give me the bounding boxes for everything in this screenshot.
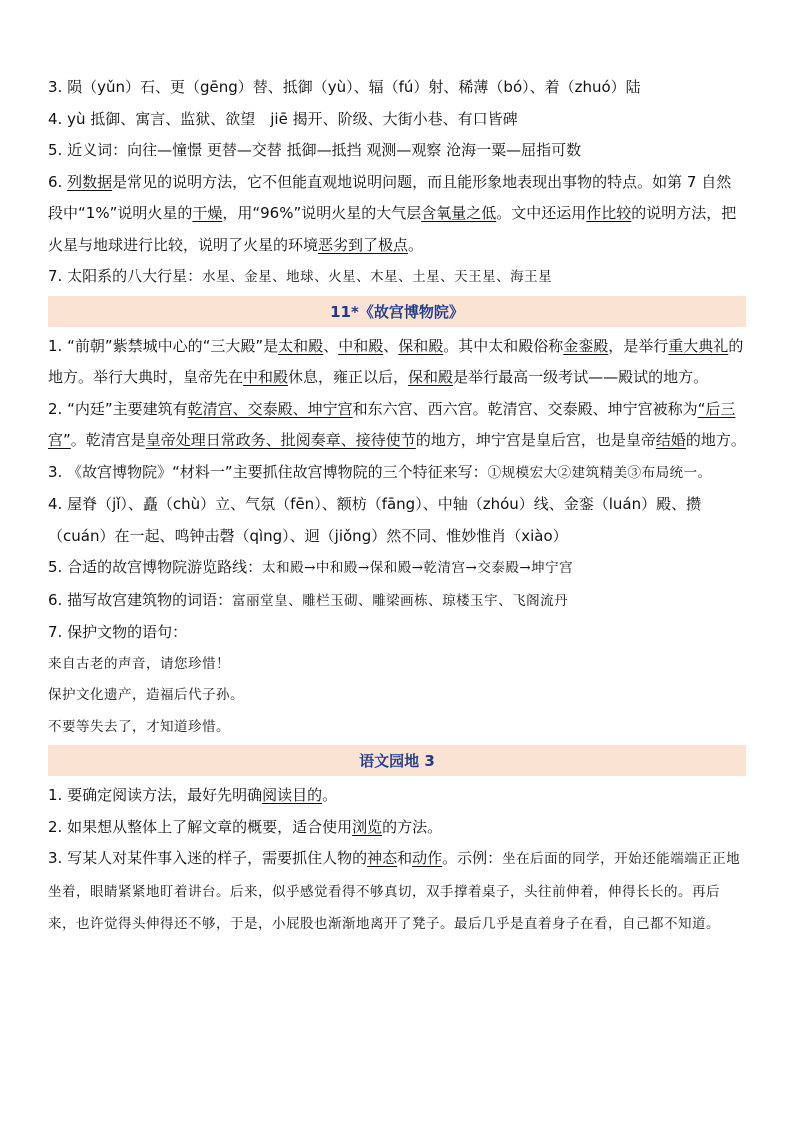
section-title: 语文园地 3 xyxy=(359,752,435,770)
underlined-term: 浏览 xyxy=(352,817,383,836)
example-passage: 坐在后面的同学，开始还能端端正正地坐着，眼睛紧紧地盯着讲台。后来，似乎感觉看得不够真切，双手撑着桌子，头往前伸着，伸得长长的。再后来，也许觉得头伸得还不够，于是，小屁股也渐渐地离开了凳子。最后几乎是直着身子在看，自己都不知道。 xyxy=(48,851,741,932)
item-3-pronunciation: 3. 陨（yǔn）石、更（gēng）替、抵御（yù）、辐（fú）射、稀薄（bó）、着（zhuó）陆 xyxy=(48,78,641,96)
g3-item-3: 3. 写某人对某件事入迷的样子，需要抓住人物的神态和动作。示例：坐在后面的同学，开始还能端端正正地坐着，眼睛紧紧地盯着讲台。后来，似乎感觉看得不够真切，双手撑着桌子，头往前伸着，伸得长长的。再后来，也许觉得头伸得还不够，于是，小屁股也渐渐地离开了凳子。最后几乎是直着身子在看，自己都不知道。 xyxy=(48,849,741,932)
section-header-garden-3 xyxy=(48,745,746,776)
s11-item-2: 2. “内廷”主要建筑有乾清宫、交泰殿、坤宁宫和东六宫、西六宫。乾清宫、交泰殿、坤宁宫被称为“后三宫”。乾清宫是皇帝处理日常政务、批阅奏章、接待使节的地方，坤宁宫是皇后宫，也是皇帝结婚的地方。 xyxy=(48,399,746,449)
s11-item-5: 5. 合适的故宫博物院游览路线：太和殿→中和殿→保和殿→乾清宫→交泰殿→坤宁宫 xyxy=(48,558,574,576)
underlined-term: 乾清宫、交泰殿、坤宁宫 xyxy=(187,399,353,418)
g3-item-2: 2. 如果想从整体上了解文章的概要，适合使用浏览的方法。 xyxy=(48,817,443,836)
underlined-term: 神态 xyxy=(367,849,398,867)
s11-item-3: 3. 《故宫博物院》“材料一”主要抓住故宫博物院的三个特征来写：①规模宏大②建筑精美③布局统一。 xyxy=(48,462,712,481)
slogan-3: 不要等失去了，才知道珍惜。 xyxy=(48,718,230,735)
slogan-1: 来自古老的声音，请您珍惜！ xyxy=(48,655,230,672)
tour-route: 太和殿→中和殿→保和殿→乾清宫→交泰殿→坤宁宫 xyxy=(262,560,574,576)
three-features: ①规模宏大②建筑精美③布局统一。 xyxy=(487,464,712,481)
underlined-term: 含氧量之低 xyxy=(421,204,497,222)
item-5-synonyms: 5. 近义词：向往—憧憬 更替—交替 抵御—抵挡 观测—观察 沧海一粟—屈指可数 xyxy=(48,141,582,159)
item-6-explanation-methods: 6. 列数据是常见的说明方法，它不但能直观地说明问题，而且能形象地表现出事物的特点。如第 7 自然段中“1%”说明火星的干燥，用“96%”说明火星的大气层含氧量之低。文中还运用作比较的说明方法，把火星与地球进行比较，说明了火星的环境恶劣到了极点。 xyxy=(48,172,737,254)
underlined-term: 金銮殿 xyxy=(563,336,609,355)
underlined-term: 动作 xyxy=(412,849,443,867)
underlined-term: 中和殿 xyxy=(338,336,384,355)
s11-item-4: 4. 屋脊（jǐ）、矗（chù）立、气氛（fēn）、额枋（fāng）、中轴（zhóu）线、金銮（luán）殿、攒（cuán）在一起、鸣钟击磬（qìng）、迥（jiǒng）然不同、惟妙惟肖（xiào） xyxy=(48,495,702,545)
g3-item-1: 1. 要确定阅读方法，最好先明确阅读目的。 xyxy=(48,786,338,804)
underlined-term: 列数据 xyxy=(67,172,113,191)
planets-list: 水星、金星、地球、火星、木星、土星、天王星、海王星 xyxy=(202,269,553,285)
item-7-planets: 7. 太阳系的八大行星：水星、金星、地球、火星、木星、土星、天王星、海王星 xyxy=(48,267,553,285)
s11-item-1: 1. “前朝”紫禁城中心的“三大殿”是太和殿、中和殿、保和殿。其中太和殿俗称金銮殿，是举行重大典礼的地方。举行大典时，皇帝先在中和殿休息，雍正以后，保和殿是举行最高一级考试——殿试的地方。 xyxy=(48,336,744,386)
s11-item-6: 6. 描写故宫建筑物的词语：富丽堂皇、雕栏玉砌、雕梁画栋、琼楼玉宇、飞阁流丹 xyxy=(48,590,569,609)
underlined-term: 保和殿 xyxy=(408,368,454,386)
underlined-term: 恶劣到了极点 xyxy=(318,235,409,254)
slogan-2: 保护文化遗产，造福后代子孙。 xyxy=(48,687,244,703)
underlined-term: 阅读目的 xyxy=(262,786,323,804)
underlined-term: “后三宫” xyxy=(48,399,736,449)
section-header-11 xyxy=(48,296,746,327)
underlined-term: 皇帝处理日常政务、批阅奏章、接待使节 xyxy=(145,431,416,449)
document-page xyxy=(48,72,746,941)
underlined-term: 结婚 xyxy=(655,431,686,449)
underlined-term: 中和殿 xyxy=(243,368,289,386)
underlined-term: 保和殿 xyxy=(398,336,444,355)
section-title: 11*《故宫博物院》 xyxy=(330,302,464,321)
underlined-term: 重大典礼 xyxy=(668,336,729,355)
item-4-homophones: 4. yù 抵御、寓言、监狱、欲望 jiē 揭开、阶级、大街小巷、有口皆碑 xyxy=(48,109,518,128)
architecture-words: 富丽堂皇、雕栏玉砌、雕梁画栋、琼楼玉宇、飞阁流丹 xyxy=(232,592,569,609)
underlined-term: 干燥 xyxy=(192,204,223,222)
underlined-term: 太和殿 xyxy=(278,336,324,355)
s11-item-7: 7. 保护文物的语句： xyxy=(48,623,188,641)
underlined-term: 作比较 xyxy=(586,204,632,222)
